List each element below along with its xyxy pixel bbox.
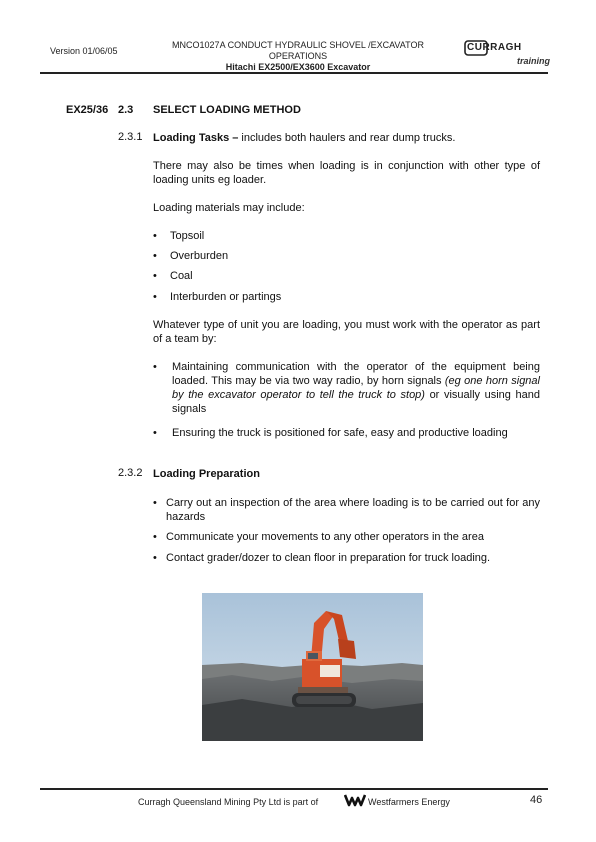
loading-units-paragraph: There may also be times when loading is in conjunction with other type of loading units eg loader. bbox=[153, 160, 540, 186]
version-label: Version 01/06/05 bbox=[50, 46, 118, 56]
bullet-icon: • bbox=[153, 427, 157, 439]
footer-divider bbox=[40, 788, 548, 790]
list-item bbox=[153, 360, 540, 416]
list-item bbox=[153, 530, 540, 544]
excavator-photo bbox=[202, 593, 423, 741]
title-line-1: MNCO1027A CONDUCT HYDRAULIC SHOVEL /EXCAVATOR bbox=[172, 40, 424, 50]
bullet-icon: • bbox=[153, 361, 157, 373]
excavator-image bbox=[202, 593, 423, 741]
footer-brand-text: Westfarmers Energy bbox=[368, 797, 450, 807]
material-item: Topsoil bbox=[170, 230, 205, 242]
page-number: 46 bbox=[530, 794, 543, 806]
list-item bbox=[153, 551, 540, 565]
preparation-item: Contact grader/dozer to clean floor in preparation for truck loading. bbox=[166, 552, 491, 564]
list-item bbox=[153, 249, 540, 263]
list-item bbox=[153, 229, 540, 243]
logo-text: CURRAGH bbox=[467, 42, 522, 53]
loading-materials-intro: Loading materials may include: bbox=[153, 202, 305, 214]
section-number: 2.3 bbox=[118, 104, 134, 116]
title-line-2: OPERATIONS bbox=[268, 51, 328, 61]
curragh-training-logo bbox=[464, 40, 550, 68]
bullet-icon: • bbox=[153, 270, 157, 282]
list-item bbox=[153, 290, 540, 304]
header-divider bbox=[40, 72, 548, 74]
list-item bbox=[153, 426, 540, 440]
wesfarmers-logo-icon bbox=[344, 793, 366, 807]
bullet-icon: • bbox=[153, 291, 157, 303]
subsection-number-2: 2.3.2 bbox=[118, 467, 143, 479]
loading-tasks-intro bbox=[153, 131, 540, 145]
document-title bbox=[150, 40, 446, 73]
loading-tasks-heading: Loading Tasks – bbox=[153, 132, 239, 144]
section-code: EX25/36 bbox=[66, 104, 109, 116]
material-item: Interburden or partings bbox=[170, 291, 282, 303]
preparation-item: Communicate your movements to any other operators in the area bbox=[166, 531, 484, 543]
material-item: Overburden bbox=[170, 250, 229, 262]
preparation-item: Carry out an inspection of the area where loading is to be carried out for any hazards bbox=[166, 497, 540, 523]
document-subtitle: Hitachi EX2500/EX3600 Excavator bbox=[225, 62, 371, 72]
communication-text: Maintaining communication with the operator of the equipment being loaded. This may be via two way radio, by horn signals bbox=[172, 361, 540, 387]
bullet-icon: • bbox=[153, 531, 157, 543]
communication-item bbox=[172, 360, 540, 416]
loading-tasks-text: includes both haulers and rear dump trucks. bbox=[238, 132, 456, 144]
bullet-icon: • bbox=[153, 497, 157, 509]
logo-tagline: training bbox=[517, 56, 550, 66]
truck-position-item: Ensuring the truck is positioned for safe, easy and productive loading bbox=[172, 427, 508, 439]
subsection-number-1: 2.3.1 bbox=[118, 131, 143, 143]
list-item bbox=[153, 496, 540, 524]
hand-signals-text: or visually using hand signals bbox=[172, 389, 540, 415]
bullet-icon: • bbox=[153, 250, 157, 262]
horn-signal-example: (eg one horn signal by the excavator operator to tell the truck to stop) bbox=[172, 375, 540, 401]
loading-preparation-heading: Loading Preparation bbox=[153, 468, 260, 480]
section-title: SELECT LOADING METHOD bbox=[153, 104, 301, 116]
teamwork-paragraph: Whatever type of unit you are loading, you must work with the operator as part of a team by: bbox=[153, 319, 540, 345]
bullet-icon: • bbox=[153, 230, 157, 242]
footer-company-text: Curragh Queensland Mining Pty Ltd is part of bbox=[138, 797, 319, 807]
bullet-icon: • bbox=[153, 552, 157, 564]
material-item: Coal bbox=[170, 270, 193, 282]
list-item bbox=[153, 269, 540, 283]
